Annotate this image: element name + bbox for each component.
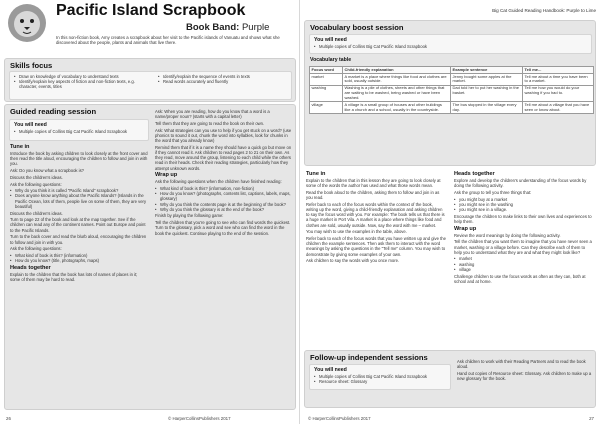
lion-logo-icon bbox=[6, 2, 52, 44]
left-copyright: © HarperCollinsPublishers 2017 bbox=[168, 416, 231, 421]
left-page-number: 26 bbox=[6, 416, 11, 421]
bullet-list bbox=[454, 197, 594, 213]
paragraph: Refer back to each of the focus words within the context of the book, writing up the word, giving a child-friendly explanation and asking children to say the focus word with you. For example: The book tells us that there is a huge market in Port Vila. A market is a place where things like food and clothes are sold, usually outside. Now, say the word with me – market. bbox=[306, 201, 445, 228]
paragraph: Tell them that they are going to read the book on their own. bbox=[155, 120, 265, 126]
list-item: • you might see in a village. bbox=[454, 207, 594, 212]
book-title: Pacific Island Scrapbook bbox=[56, 2, 246, 19]
table-header-row bbox=[310, 67, 594, 74]
table-cell: A market is a place where things like food and clothes are sold, usually outside. bbox=[343, 73, 451, 85]
paragraph: Ask children to say the words with you once more. bbox=[306, 258, 400, 264]
vocab-you-will-need-box bbox=[309, 34, 592, 54]
list-item: • Multiple copies of Collins Big Cat Pacific Island Scrapbook bbox=[14, 129, 144, 134]
you-will-need-title: You will need bbox=[14, 122, 47, 128]
skills-focus-title: Skills focus bbox=[10, 61, 53, 70]
table-header-cell: Focus word bbox=[310, 67, 343, 74]
paragraph: Remind them that if it is a name they should have a quick go but move on if they cannot read it. Ask children to read pages 2 to 21 on their own. As they read, move around the group, listening to each child while the others read in their heads. Check their reading strategies, particularly how they attempt unknown words. bbox=[155, 144, 292, 171]
book-band bbox=[186, 22, 269, 33]
section-heading: Tune in bbox=[10, 144, 30, 150]
vocab-you-will-need-title: You will need bbox=[314, 37, 347, 43]
paragraph: Explore and develop the children's understanding of the focus words by doing the following activity. bbox=[454, 178, 587, 189]
paragraph: Review the word meanings by doing the following activity. bbox=[454, 232, 561, 238]
skills-focus-list bbox=[9, 71, 292, 100]
handbook-header: Big Cat Guided Reading Handbook: Purple to Lime bbox=[492, 8, 596, 13]
right-copyright: © HarperCollinsPublishers 2017 bbox=[308, 416, 371, 421]
paragraph: Explain to the children that in this lesson they are going to look closely at some of the words the author has used and what those words mean. bbox=[306, 178, 441, 189]
vocab-table-title: Vocabulary table bbox=[310, 57, 352, 63]
paragraph: Ask the following questions: bbox=[10, 181, 62, 187]
paragraph: Encourage the children to make links to their own lives and experiences to help them. bbox=[454, 213, 592, 224]
table-cell: Tell me about a time you have been to a market. bbox=[523, 73, 594, 85]
skills-right-list bbox=[158, 74, 288, 84]
list-item: • What kind of book is this? (information) bbox=[10, 253, 148, 258]
book-band-label: Book Band: bbox=[186, 22, 240, 33]
heads-together-column bbox=[454, 170, 594, 348]
list-item: • Why do you think the contents page is at the beginning of the book? bbox=[155, 202, 293, 207]
right-page bbox=[300, 0, 600, 424]
table-cell: A village is a small group of houses and other buildings like a church and a school, usually in the countryside. bbox=[343, 102, 451, 114]
table-cell: Washing is a pile of clothes, sheets and other things that are waiting to be washed, being washed or have been washed. bbox=[343, 85, 451, 102]
section-heading: Wrap up bbox=[454, 225, 477, 232]
follow-up-title: Follow-up independent sessions bbox=[310, 353, 428, 362]
paragraph: Finish by playing the following game: bbox=[155, 213, 224, 219]
list-item: • Resource sheet: Glossary bbox=[314, 379, 448, 384]
tune-in-column bbox=[306, 170, 446, 348]
paragraph: Tell the children that you want them to imagine that you have never seen a market, washing or a village before. Can they describe each of them to help you to understand what they are and what they might look like? bbox=[454, 239, 592, 255]
table-cell: washing bbox=[310, 85, 343, 102]
section-heading: Wrap up bbox=[155, 172, 178, 179]
table-cell: Tell me about a village that you have seen or know about. bbox=[523, 102, 594, 114]
guided-reading-box bbox=[4, 104, 296, 410]
table-cell: Tell me how you would do your washing if you had to. bbox=[523, 85, 594, 102]
table-row bbox=[310, 102, 594, 114]
follow-up-you-will-need-list bbox=[314, 374, 448, 384]
follow-up-paragraph: Ask children to work with their Reading Partners and to read the book aloud. bbox=[457, 359, 586, 370]
list-item: • Identify/explain the sequence of events in texts bbox=[158, 74, 288, 79]
paragraph: Tell the children that you're going to see who can find words the quickest. Turn to the glossary, pick a word and see who can find the word in the book the quickest. Continue playing to the end of the session. bbox=[155, 220, 291, 236]
paragraph: Ask the following questions: bbox=[10, 246, 62, 252]
guided-reading-column-1 bbox=[10, 143, 148, 409]
list-item: • you might buy at a market bbox=[454, 197, 594, 202]
paragraph: Refer back to each of the focus words that you have written up and give the children the example sentences. Then ask them to interact with the word meanings by asking the questions in the "Tell me" column. You may wish to demonstrate by giving some examples of your own. bbox=[306, 236, 446, 257]
list-item: • Multiple copies of Collins Big Cat Pacific Island Scrapbook bbox=[314, 44, 584, 49]
paragraph: Ask the group to tell you three things that: bbox=[454, 189, 532, 195]
paragraph: Explain to the children that the book has lots of names of places in it; some of them may be hard to read. bbox=[10, 271, 138, 283]
table-row bbox=[310, 85, 594, 102]
right-page-number: 27 bbox=[589, 416, 594, 421]
paragraph: Read the book aloud to the children, asking them to follow and join in as you read. bbox=[306, 189, 440, 201]
list-item: • market bbox=[454, 256, 594, 261]
list-item: • How do you know? (title, photographs, maps) bbox=[10, 258, 148, 263]
table-cell: market bbox=[310, 73, 343, 85]
bullet-list bbox=[10, 188, 148, 209]
list-item: • Read words accurately and fluently bbox=[158, 79, 288, 84]
section-heading: Tune in bbox=[306, 171, 326, 177]
intro-text: In this non-fiction book, Amy creates a scrapbook about her visit to the Pacific islands of Vanuatu and shows what she discovered about the people, plants and animals that live there. bbox=[56, 35, 280, 46]
section-heading: Heads together bbox=[454, 171, 495, 177]
paragraph: Introduce the book by asking children to look closely at the front cover and then read the title aloud, encouraging the children to follow and join in with you. bbox=[10, 151, 148, 167]
table-header-cell: Child-friendly explanation bbox=[343, 67, 451, 74]
paragraph: You may wish to use the examples in the table, above. bbox=[306, 229, 407, 235]
list-item: • How do you know? (photographs, contents list, captions, labels, maps, glossary) bbox=[155, 191, 293, 201]
table-row bbox=[310, 73, 594, 85]
table-cell: Dad told her to put her washing in the basket. bbox=[451, 85, 523, 102]
vocab-you-will-need-list bbox=[314, 44, 584, 49]
list-item: • Identify/explain key aspects of fiction and non-fiction texts, e.g. character, events, titles bbox=[14, 79, 154, 89]
follow-up-paragraph: Hand out copies of Resource sheet: Glossary. Ask children to make up a new glossary for the book. bbox=[457, 370, 592, 382]
bullet-list bbox=[454, 256, 594, 272]
skills-focus-box bbox=[4, 58, 296, 102]
skills-left-list bbox=[14, 74, 154, 90]
follow-up-text bbox=[457, 359, 593, 403]
table-header-cell: Example sentence bbox=[451, 67, 523, 74]
you-will-need-box bbox=[9, 119, 149, 141]
vocab-boost-box bbox=[304, 20, 596, 166]
paragraph: Turn to the back cover and read the blurb aloud, encouraging the children to follow and join in with you. bbox=[10, 234, 147, 245]
list-item: • Why do you think the glossary is at the end of the book? bbox=[155, 207, 293, 212]
table-cell: village bbox=[310, 102, 343, 114]
bullet-list bbox=[155, 186, 293, 212]
table-cell: Jenny bought some apples at the market. bbox=[451, 73, 523, 85]
list-item: • What kind of book is this? (information, non-fiction) bbox=[155, 186, 293, 191]
list-item: • you might see in the washing bbox=[454, 202, 594, 207]
paragraph: Ask: Do you know what a scrapbook is? bbox=[10, 168, 85, 174]
list-item: • Why do you think it is called "Pacific Island" scrapbook? bbox=[10, 188, 148, 193]
paragraph: Ask the following questions when the children have finished reading: bbox=[155, 179, 282, 185]
you-will-need-list bbox=[14, 129, 144, 134]
list-item: • village bbox=[454, 267, 594, 272]
list-item: • washing bbox=[454, 262, 594, 267]
book-band-value: Purple bbox=[241, 22, 270, 33]
guided-reading-column-2 bbox=[155, 109, 293, 409]
list-item: • Multiple copies of Collins Big Cat Pacific Island Scrapbook bbox=[314, 374, 448, 379]
section-heading: Heads together bbox=[10, 264, 51, 271]
vocabulary-table bbox=[309, 66, 594, 114]
paragraph: Ask: When you are reading, how do you know that a word is a name/proper noun? (starts with a capital letter) bbox=[155, 109, 270, 120]
follow-up-box bbox=[304, 350, 596, 408]
paragraph: Challenge children to use the focus words as often as they can, both at school and at home. bbox=[454, 273, 586, 284]
list-item: • Draw on knowledge of vocabulary to understand texts bbox=[14, 74, 154, 79]
bullet-list bbox=[10, 253, 148, 263]
table-cell: The bus stopped in the village every day. bbox=[451, 102, 523, 114]
list-item: • Does anyone know anything about the Pacific Islands? (Islands in the Pacific Ocean, lots of them, people live on some of them, they are very beautiful) bbox=[10, 193, 148, 209]
paragraph: Discuss the children's ideas. bbox=[10, 174, 63, 180]
table-header-cell: Tell me... bbox=[523, 67, 594, 74]
follow-up-you-will-need-box bbox=[309, 364, 451, 390]
guided-reading-title: Guided reading session bbox=[10, 107, 97, 116]
paragraph: Ask: What strategies can you use to help if you get stuck on a word? (use phonics to sound it out, chunk the word into syllables, look for chunks in the word that you already know) bbox=[155, 127, 292, 144]
vocab-boost-title: Vocabulary boost session bbox=[310, 23, 404, 32]
paragraph: Turn to page 22 of the book and look at the map together. See if the children can read any of the continent names. Point out Europe and point to the Pacific Islands. bbox=[10, 217, 146, 233]
paragraph: Discuss the children's ideas. bbox=[10, 210, 63, 216]
follow-up-you-will-need-title: You will need bbox=[314, 367, 347, 373]
